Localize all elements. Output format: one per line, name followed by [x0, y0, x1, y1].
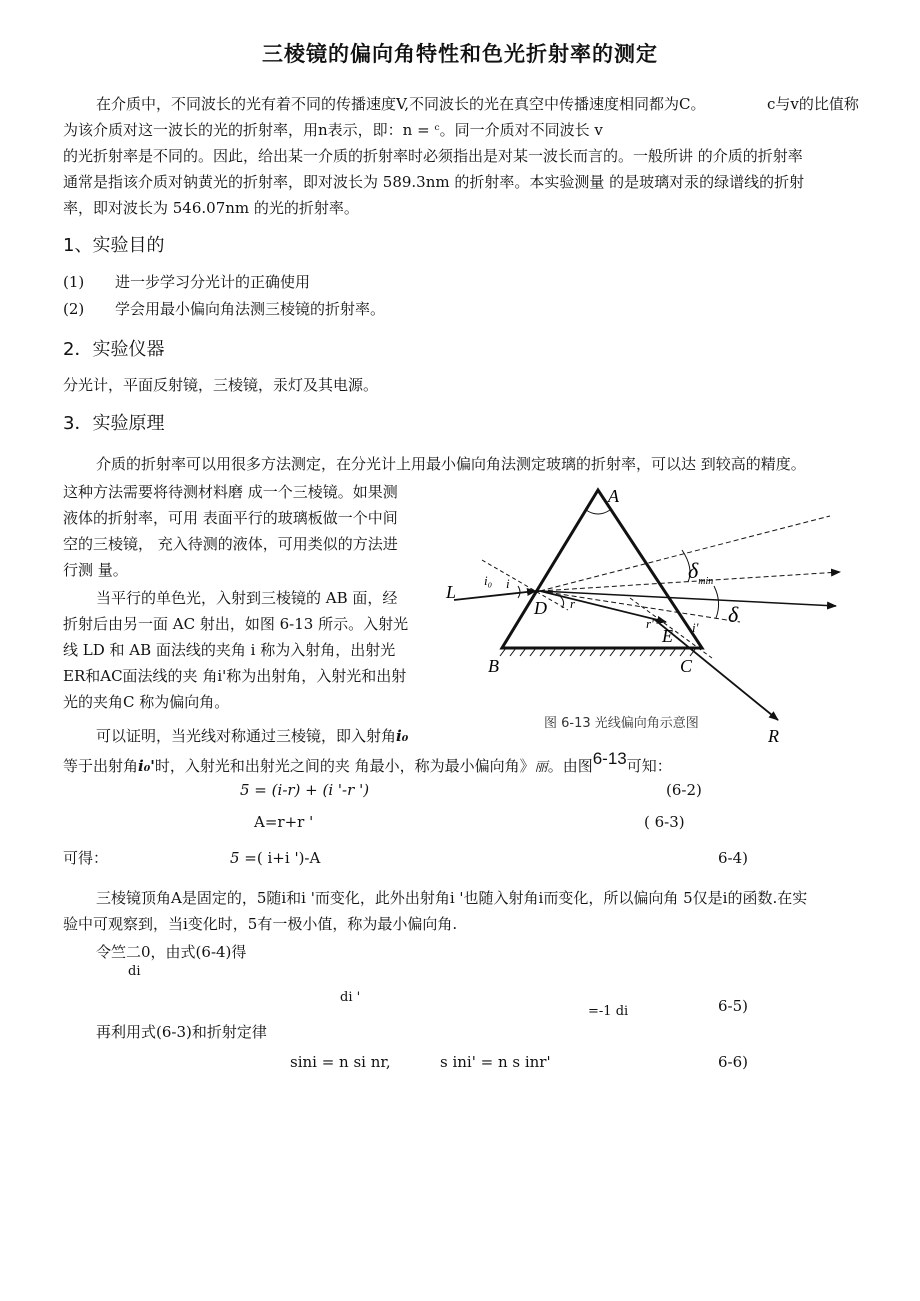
equation-6-4 — [230, 846, 320, 870]
min-deviation-ray-2 — [540, 591, 836, 606]
intro-line-4: 通常是指该介质对钠黄光的折射率，即对波长为 589.3nm 的折射率。本实验测量 的是玻璃对汞的绿谱线的折射 — [63, 173, 805, 191]
section-3-p3-line2 — [63, 749, 672, 780]
paragraph-4-line1: 三棱镜顶角A是固定的，5随i和i '而变化，此外出射角i '也随入射角i而变化，所以偏向角 5仅是i的函数.在实 — [96, 889, 808, 907]
snell-law-eq-2: s ini' = n s inr' — [440, 1053, 551, 1071]
p3-subscript: 丽 — [534, 760, 548, 775]
section-3-p1-line: 液体的折射率，可用 表面平行的玻璃板做一个中间 — [63, 509, 398, 527]
equation-number: 6-5) — [718, 997, 749, 1015]
delta-arc — [714, 586, 719, 618]
section-3-p3-line1 — [96, 724, 408, 748]
p3-text: 可以证明，当光线对称通过三棱镜，即入射角 — [96, 727, 397, 745]
section-2-text: 分光计，平面反射镜，三棱镜，汞灯及其电源。 — [63, 376, 379, 394]
equation-number: (6-2) — [666, 781, 702, 799]
list-item-text: 进一步学习分光计的正确使用 — [115, 273, 311, 291]
equation-6-2 — [240, 778, 369, 802]
equation-number: 6-4) — [718, 849, 749, 867]
label-D: D — [534, 598, 547, 618]
equation-6-3: A=r+r ' — [254, 813, 314, 831]
label-i: i — [506, 576, 510, 591]
prism-figure — [440, 478, 860, 748]
label-A: A — [608, 486, 619, 506]
page-title: 三棱镜的偏向角特性和色光折射率的测定 — [262, 42, 658, 66]
p3-i0p: i₀' — [138, 757, 155, 775]
label-R: R — [768, 726, 779, 746]
label-C: C — [680, 656, 693, 676]
p3-text-d: 可知： — [626, 757, 672, 775]
eq-lhs: 5 = — [230, 849, 257, 867]
incident-extension-upper — [540, 516, 830, 591]
intro-line-3: 的光折射率是不同的。因此，给出某一介质的折射率时必须指出是对某一波长而言的。一般所讲 的介质的折射率 — [63, 147, 803, 165]
paragraph-4-line2: 验中可观察到，当i变化时，5有一极小值，称为最小偏向角. — [63, 915, 458, 933]
incident-ray-2 — [530, 591, 540, 592]
section-3-heading: 3．实验原理 — [63, 413, 165, 434]
section-3-p1-line: 这种方法需要将待测材料磨 成一个三棱镜。如果测 — [63, 483, 398, 501]
label-delta: δ — [728, 602, 739, 627]
section-3-p2-line: ER和AC面法线的夹 角i'称为出射角，入射光和出射 — [63, 667, 407, 685]
intro-line-1-text: 在介质中，不同波长的光有着不同的传播速度V,不同波长的光在真空中传播速度相同都为C。 — [96, 95, 706, 113]
list-item-number: (2) — [63, 300, 85, 318]
section-2-heading: 2．实验仪器 — [63, 339, 165, 360]
figure-caption: 图 6-13 光线偏向角示意图 — [544, 716, 699, 731]
section-3-p1-line: 空的三棱镜， 充入待测的液体，可用类似的方法进 — [63, 535, 398, 553]
label-i0: i₀ — [484, 573, 493, 588]
section-3-p2-line: 线 LD 和 AB 面法线的夹角 i 称为入射角，出射光 — [63, 641, 396, 659]
intro-line-1-tail: c与v的比值称 — [767, 95, 859, 113]
section-3-p2-line: 光的夹角C 称为偏向角。 — [63, 693, 230, 711]
list-item — [63, 297, 386, 321]
intro-line-2: 为该介质对这一波长的光的折射率，用n表示，即：n = ᶜ。同一介质对不同波长 v — [63, 121, 603, 139]
section-1-heading: 1、实验目的 — [63, 235, 165, 256]
p3-text-c: 。由图 — [547, 757, 593, 775]
label-r: r — [570, 596, 576, 611]
eq-lhs: 5 = — [240, 781, 267, 799]
equation-number: ( 6-3) — [644, 813, 685, 831]
list-item-text: 学会用最小偏向角法测三棱镜的折射率。 — [115, 300, 386, 318]
paragraph-5-eq: =-1 di — [588, 1004, 629, 1019]
section-3-p1-line: 行测 量。 — [63, 561, 128, 579]
apex-angle-arc — [586, 510, 610, 514]
list-item — [63, 270, 311, 294]
intro-line-1 — [96, 92, 705, 116]
eq-rhs: (i-r) + (i '-r ') — [271, 781, 370, 799]
section-3-p1-line1: 介质的折射率可以用很多方法测定，在分光计上用最小偏向角法测定玻璃的折射率，可以达 到较高的精度。 — [96, 455, 806, 473]
label-delta-min: $\delta_{min}$ — [688, 558, 714, 587]
equation-prefix: 可得： — [63, 849, 109, 867]
list-item-number: (1) — [63, 273, 85, 291]
label-E: E — [662, 626, 673, 646]
p3-i0: i₀ — [396, 727, 409, 745]
section-3-p2-line: 折射后由另一面 AC 射出，如图 6-13 所示。入射光 — [63, 615, 409, 633]
paragraph-5-di: di — [128, 964, 141, 979]
eq-rhs: ( i+i ')-A — [256, 849, 321, 867]
p3-text-b: 时，入射光和出射光之间的夹 角最小，称为最小偏向角》 — [154, 757, 535, 775]
intro-line-5: 率，即对波长为 546.07nm 的光的折射率。 — [63, 199, 359, 217]
incident-ray — [454, 591, 536, 600]
p3-text-a: 等于出射角 — [63, 757, 139, 775]
label-B: B — [488, 656, 499, 676]
p3-figref: 6-13 — [592, 749, 627, 768]
label-r-prime: r' — [646, 616, 654, 631]
paragraph-6-line1: 再利用式(6-3)和折射定律 — [96, 1023, 267, 1041]
label-i-prime: i' — [692, 620, 699, 635]
section-3-p2-line: 当平行的单色光，入射到三棱镜的 AB 面，经 — [96, 589, 398, 607]
snell-law-eq-1: sini = n si nr, — [290, 1053, 391, 1071]
paragraph-5-line1: 令竺二0，由式(6-4)得 — [96, 943, 247, 961]
paragraph-5-dip: di ' — [340, 990, 361, 1005]
equation-number: 6-6) — [718, 1053, 749, 1071]
normal-ab — [482, 560, 568, 610]
label-L: L — [446, 582, 457, 602]
